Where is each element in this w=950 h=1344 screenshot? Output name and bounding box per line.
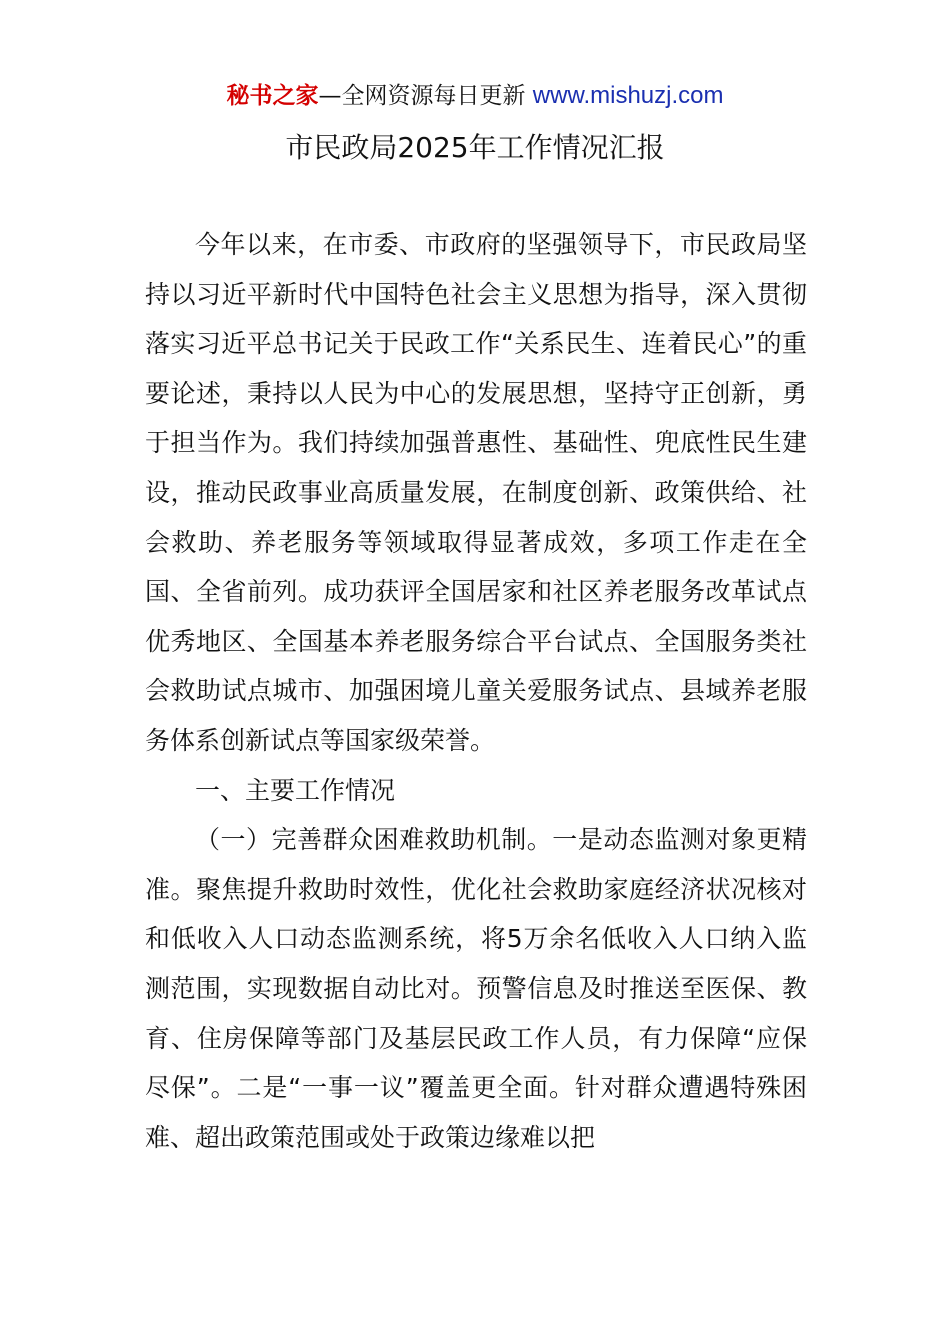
document-title: 市民政局2025年工作情况汇报 bbox=[285, 131, 665, 164]
section-heading: 一、主要工作情况 bbox=[195, 775, 396, 805]
document-body bbox=[145, 220, 807, 1162]
brand-name: 秘书之家 bbox=[226, 83, 319, 109]
subsection-paragraph: （一）完善群众困难救助机制。一是动态监测对象更精准。聚焦提升救助时效性，优化社会救助家庭经济状况核对和低收入人口动态监测系统，将5万余名低收入人口纳入监测范围，实现数据自动比对。预警信息及时推送至医保、教育、住房保障等部门及基层民政工作人员，有力保障“应保尽保”。二是“一事一议”覆盖更全面。针对群众遭遇特殊困难、超出政策范围或处于政策边缘难以把 bbox=[145, 825, 807, 1152]
site-url-link[interactable]: www.mishuzj.com bbox=[532, 82, 724, 109]
intro-paragraph: 今年以来，在市委、市政府的坚强领导下，市民政局坚持以习近平新时代中国特色社会主义思想为指导，深入贯彻落实习近平总书记关于民政工作“关系民生、连着民心”的重要论述，秉持以人民为中心的发展思想，坚持守正创新，勇于担当作为。我们持续加强普惠性、基础性、兜底性民生建设，推动民政事业高质量发展，在制度创新、政策供给、社会救助、养老服务等领域取得显著成效，多项工作走在全国、全省前列。成功获评全国居家和社区养老服务改革试点优秀地区、全国基本养老服务综合平台试点、全国服务类社会救助试点城市、加强困境儿童关爱服务试点、县域养老服务体系创新试点等国家级荣誉。 bbox=[145, 230, 807, 755]
site-header bbox=[0, 80, 950, 112]
header-tagline: —全网资源每日更新 bbox=[318, 83, 533, 109]
